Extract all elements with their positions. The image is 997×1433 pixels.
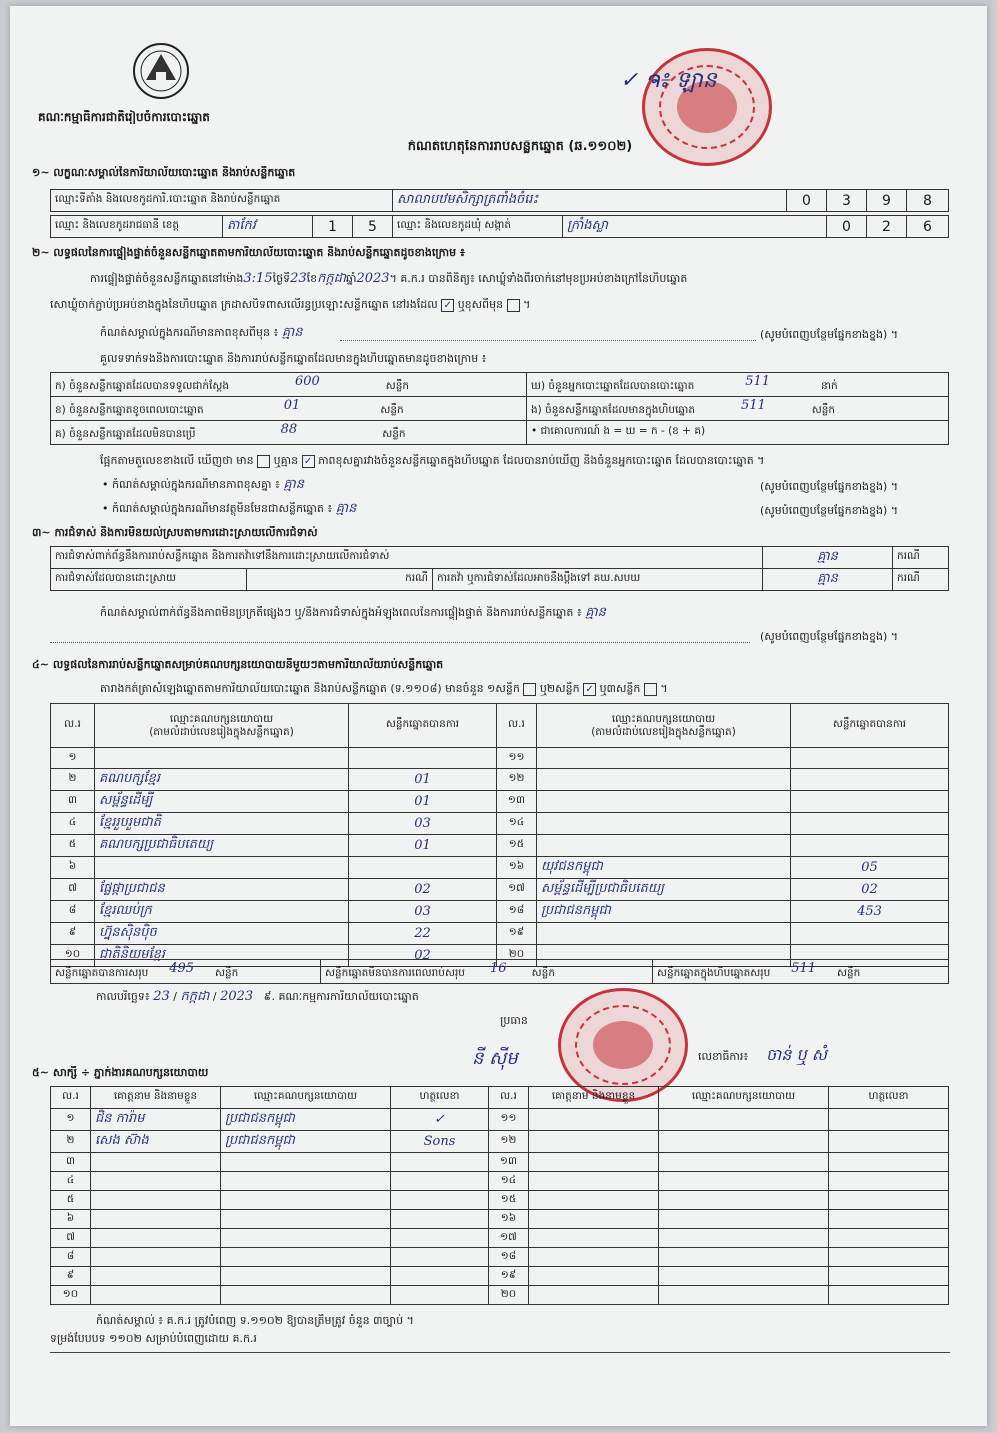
witness-name: ជិន ការ៉ាម <box>91 1109 221 1131</box>
one-sheet-checkbox[interactable] <box>523 683 536 696</box>
count-e: ង) ចំនួនសន្លឹកឆ្នោតដែលមានក្នុងហិបឆ្នោត 511 សន្លឹក <box>527 397 949 421</box>
unchanged-checkbox[interactable]: ✓ <box>441 299 454 312</box>
col-no: ល.រ <box>51 704 95 748</box>
note2-value: គ្មាន <box>283 478 304 492</box>
row-no: ២០ <box>497 945 537 967</box>
row-no: ១៦ <box>489 1210 529 1229</box>
fill-hint: (សូមបំពេញបន្ថែមផ្នែកខាងខ្នង) ។ <box>760 480 899 493</box>
fill-hint: (សូមបំពេញបន្ថែមផ្នែកខាងខ្នង) ។ <box>760 328 899 341</box>
witness-signature <box>829 1131 949 1153</box>
witness-name <box>529 1172 659 1191</box>
witness-name <box>91 1286 221 1305</box>
witness-signature <box>829 1210 949 1229</box>
row-no: ៨ <box>51 1248 91 1267</box>
section1-heading: ១~ លក្ខណៈសម្គាល់នៃការិយាល័យបោះឆ្នោត និងរាប់សន្លឹកឆ្នោត <box>32 166 296 179</box>
section5-heading: ៥~ សាក្សី ÷ ភ្នាក់ងារគណបក្សនយោបាយ <box>32 1066 209 1079</box>
date-month: កក្កដា <box>180 990 210 1004</box>
divider <box>340 340 756 341</box>
table-row <box>51 1131 949 1153</box>
province-label: ឈ្មោះ និងលេខកូដរាជធានី ខេត្ត <box>51 216 223 238</box>
section3-heading: ៣~ ការជំទាស់ និងការមិនយល់ស្របតាមការដោះស្រាយលើការជំទាស់ <box>32 526 318 539</box>
section4-intro: តារាងកត់ត្រាសំឡេងឆ្នោតតាមការិយាល័យបោះឆ្នោត និងរាប់សន្លឹកឆ្នោត (ទ.១១០៨) មានចំនួន ១សន្លឹក ឬ២សន្លឹក ✓ ឬ៣សន្លឹក ។ <box>100 682 668 695</box>
witness-party <box>221 1210 391 1229</box>
count-b: ខ) ចំនួនសន្លឹកឆ្នោតខូចពេលបោះឆ្នោត 01 សន្លឹក <box>51 397 527 421</box>
party-name: ខ្មែរឈប់ក្រ <box>95 901 349 923</box>
section3-note: កំណត់សម្គាល់ពាក់ព័ន្ធនឹងភាពមិនប្រក្រតីផ្សេងៗ ឬ/និងការជំទាស់ក្នុងអំឡុងពេលនៃការផ្ទៀងផ្ទាត់ និងការរាប់សន្លឹកឆ្នោត ៖ គ្មាន <box>100 606 606 620</box>
party-name <box>95 748 349 769</box>
table-row <box>51 1191 949 1210</box>
no-difference-checkbox[interactable]: ✓ <box>302 455 315 468</box>
witness-signature <box>829 1248 949 1267</box>
witness-name <box>529 1210 659 1229</box>
witness-name <box>529 1286 659 1305</box>
party-name <box>537 748 791 769</box>
row-no: ១៤ <box>489 1172 529 1191</box>
party-votes <box>791 923 949 945</box>
row-no: ៤ <box>51 813 95 835</box>
party-name: សម្ព័ន្ធដើម្បី <box>95 791 349 813</box>
table-row <box>51 1229 949 1248</box>
row-no: ១២ <box>489 1131 529 1153</box>
province-code-digit: 5 <box>353 216 393 238</box>
top-signature: ✓ ຈ៖ ឡាន <box>620 68 717 93</box>
party-name: ផ្លែផ្កាប្រជាជន <box>95 879 349 901</box>
date-year: 2023 <box>220 990 254 1004</box>
row-no: ១២ <box>497 769 537 791</box>
col-no: ល.រ <box>51 1087 91 1109</box>
witness-table <box>50 1086 949 1305</box>
check-time: 3:15 <box>243 272 273 286</box>
section2-paragraph1: ការផ្ទៀងផ្ទាត់ចំនួនសន្លឹកឆ្នោតនៅម៉ោង3:15ថ្ងៃទី23ខែកក្កដាឆ្នាំ2023។ គ.ក.រ បានពិនិត្យ៖ សោឃ្លុំទាំងពីរចាក់នៅមុខប្រអប់ខាងក្រៅនៃហិបឆ្នោត <box>90 272 688 286</box>
footnote: កំណត់សម្គាល់ ៖ គ.ក.រ ត្រូវបំពេញ ទ.១១០២ ឱ្យបានត្រឹមត្រូវ ចំនួន ៣ច្បាប់ ។ <box>96 1314 414 1327</box>
form-title: កំណត់ហេតុនៃការរាប់សន្លឹកឆ្នោត (ឆ.១១០២) <box>407 140 633 154</box>
two-sheet-checkbox[interactable]: ✓ <box>583 683 596 696</box>
row-no: ១៣ <box>489 1153 529 1172</box>
counts-table <box>50 372 949 445</box>
total-invalid: សន្លឹកឆ្នោតមិនបានការពេលរាប់សរុប 16 សន្លឹក <box>321 960 653 984</box>
table-row <box>51 791 949 813</box>
witness-signature <box>829 1191 949 1210</box>
witness-signature: ✓ <box>391 1109 489 1131</box>
footer-text: ទម្រង់បែបបទ ១១០២ សម្រាប់បំពេញដោយ គ.ក.រ <box>50 1332 257 1345</box>
party-votes: 22 <box>349 923 497 945</box>
case-unit: ករណី <box>247 569 433 591</box>
location-code-digit: 0 <box>787 190 827 212</box>
witness-name <box>91 1153 221 1172</box>
date-day: 23 <box>153 990 170 1004</box>
objection-row1-label: ការជំទាស់ពាក់ព័ន្ធនឹងការរាប់សន្លឹកឆ្នោត និងការតវ៉ាទៅនឹងការដោះស្រាយលើការជំទាស់ <box>51 547 763 569</box>
col-no: ល.រ <box>489 1087 529 1109</box>
row-no: ១៩ <box>489 1267 529 1286</box>
witness-name <box>529 1267 659 1286</box>
form-sheet <box>10 6 987 1426</box>
party-votes: 01 <box>349 835 497 857</box>
row-no: ១៨ <box>497 901 537 923</box>
party-votes <box>791 835 949 857</box>
commune-code-digit: 0 <box>827 216 867 238</box>
location-value: សាលាបឋមសិក្សាត្រពាំងចំរេះ <box>393 190 787 212</box>
commune-code-digit: 6 <box>907 216 949 238</box>
row-no: ២ <box>51 1131 91 1153</box>
row-no: ៦ <box>51 857 95 879</box>
col-party: ឈ្មោះគណបក្សនយោបាយ (តាមលំដាប់លេខរៀងក្នុងសន្លឹកឆ្នោត) <box>95 704 349 748</box>
fill-hint: (សូមបំពេញបន្ថែមផ្នែកខាងខ្នង) ។ <box>760 504 899 517</box>
note3-value: គ្មាន <box>335 502 357 516</box>
party-name: យុវជនកម្ពុជា <box>537 857 791 879</box>
witness-party <box>221 1191 391 1210</box>
col-signature: ហត្ថលេខា <box>391 1087 489 1109</box>
location-label: ឈ្មោះទីតាំង និងលេខកូដការិ.បោះឆ្នោត និងរាប់សន្លឹកឆ្នោត <box>51 190 393 212</box>
party-votes <box>791 748 949 769</box>
witness-signature <box>391 1153 489 1172</box>
row-no: ១៦ <box>497 857 537 879</box>
count-formula: • ជាគោលការណ៍ ង = ឃ = ក - (ខ + គ) <box>527 421 949 445</box>
witness-signature <box>829 1153 949 1172</box>
table-row <box>51 1210 949 1229</box>
witness-party <box>659 1131 829 1153</box>
party-name: គណបក្សប្រជាធិបតេយ្យ <box>95 835 349 857</box>
row-no: ៦ <box>51 1210 91 1229</box>
objections-table <box>50 546 949 591</box>
party-name: ហ្វ៊ុនស៊ិនប៉ិច <box>95 923 349 945</box>
row-no: ២ <box>51 769 95 791</box>
witness-party <box>659 1109 829 1131</box>
divider <box>50 642 750 643</box>
count-c: គ) ចំនួនសន្លឹកឆ្នោតដែលមិនបានប្រើ 88 សន្លឹក <box>51 421 527 445</box>
col-name: គោត្តនាម និងនាមខ្លួន <box>529 1087 659 1109</box>
witness-party <box>659 1248 829 1267</box>
col-party: ឈ្មោះគណបក្សនយោបាយ (តាមលំដាប់លេខរៀងក្នុងសន្លឹកឆ្នោត) <box>537 704 791 748</box>
witness-party <box>659 1210 829 1229</box>
row-no: ១ <box>51 748 95 769</box>
party-votes: 02 <box>791 879 949 901</box>
col-votes: សន្លឹកឆ្នោតបានការ <box>791 704 949 748</box>
witness-party: ប្រជាជនកម្ពុជា <box>221 1131 391 1153</box>
witness-party <box>659 1267 829 1286</box>
witness-party <box>221 1248 391 1267</box>
row-no: ៧ <box>51 1229 91 1248</box>
table-row <box>51 1267 949 1286</box>
objection-row2-value: គ្មាន <box>763 569 893 591</box>
witness-party <box>221 1153 391 1172</box>
witness-party <box>221 1172 391 1191</box>
witness-party <box>659 1229 829 1248</box>
witness-name <box>529 1153 659 1172</box>
case-unit: ករណី <box>893 547 949 569</box>
party-name <box>537 769 791 791</box>
party-votes <box>791 791 949 813</box>
case-unit: ករណី <box>893 569 949 591</box>
witness-signature <box>391 1229 489 1248</box>
witness-signature <box>829 1267 949 1286</box>
note1-value: គ្មាន <box>281 326 303 340</box>
section3-note-value: គ្មាន <box>585 606 606 620</box>
results-totals <box>50 959 949 984</box>
row-no: ៥ <box>51 835 95 857</box>
witness-signature <box>391 1191 489 1210</box>
witness-party <box>659 1153 829 1172</box>
table-row <box>51 1172 949 1191</box>
committee-label: ៩. គណៈកម្មការការិយាល័យបោះឆ្នោត <box>263 990 419 1003</box>
row-no: ១៥ <box>489 1191 529 1210</box>
table-row <box>51 1286 949 1305</box>
has-difference-checkbox[interactable] <box>257 455 270 468</box>
party-votes: 02 <box>349 945 497 967</box>
party-votes: 01 <box>349 791 497 813</box>
section1-table <box>50 189 949 212</box>
note1: កំណត់សម្គាល់ក្នុងករណីមានភាពខុសពីមុន ៖ គ្មាន <box>100 326 303 340</box>
location-code-digit: 8 <box>907 190 949 212</box>
objection-row2-mid: ការតវ៉ា ឬការជំទាស់ដែលអាចនឹងប្តឹងទៅ គឃ.សបឃ <box>433 569 763 591</box>
table-row <box>51 901 949 923</box>
note3: • កំណត់សម្គាល់ក្នុងករណីមានវត្ថុមិនមែនជាសន្លឹកឆ្នោត ៖ គ្មាន <box>102 502 357 516</box>
commune-value: ក្រាំងស្លា <box>563 216 827 238</box>
total-in-box: សន្លឹកឆ្នោតក្នុងហិបឆ្នោតសរុប 511 សន្លឹក <box>653 960 949 984</box>
table-row <box>51 748 949 769</box>
row-no: ១០ <box>51 945 95 967</box>
party-name <box>537 923 791 945</box>
party-name: ប្រជាជនកម្ពុជា <box>537 901 791 923</box>
table-row <box>51 1153 949 1172</box>
row-no: ១៧ <box>489 1229 529 1248</box>
witness-name <box>529 1109 659 1131</box>
row-no: ៣ <box>51 791 95 813</box>
witness-signature <box>391 1172 489 1191</box>
fill-hint: (សូមបំពេញបន្ថែមផ្នែកខាងខ្នង) ។ <box>760 630 899 643</box>
table-row <box>51 923 949 945</box>
col-party: ឈ្មោះគណបក្សនយោបាយ <box>659 1087 829 1109</box>
party-name <box>537 791 791 813</box>
nec-name: គណៈកម្មាធិការជាតិរៀបចំការបោះឆ្នោត <box>38 110 210 124</box>
witness-signature <box>829 1109 949 1131</box>
witness-signature <box>391 1248 489 1267</box>
row-no: ១១ <box>497 748 537 769</box>
party-votes: 02 <box>349 879 497 901</box>
objection-row1-value: គ្មាន <box>763 547 893 569</box>
difference-line: ផ្អែកតាមតួលេខខាងលើ ឃើញថា មាន ឬគ្មាន ✓ ភាពខុសគ្នារវាងចំនួនសន្លឹកឆ្នោតក្នុងហិបឆ្នោត ដែលបានរាប់ឃើញ និងចំនួនអ្នកបោះឆ្នោត ដែលបានបោះឆ្នោត ។ <box>100 454 765 467</box>
witness-signature: Sons <box>391 1131 489 1153</box>
witness-signature <box>829 1286 949 1305</box>
official-seal-bottom <box>558 988 688 1102</box>
col-name: គោត្តនាម និងនាមខ្លួន <box>91 1087 221 1109</box>
table-row <box>51 1248 949 1267</box>
witness-name <box>529 1131 659 1153</box>
witness-signature <box>391 1210 489 1229</box>
row-no: ១៨ <box>489 1248 529 1267</box>
row-no: ៧ <box>51 879 95 901</box>
col-signature: ហត្ថលេខា <box>829 1087 949 1109</box>
secretary-signature: ចាន់ ឬ សំ <box>766 1045 827 1064</box>
witness-signature <box>391 1286 489 1305</box>
party-name: ជាតិនិយមខ្មែរ <box>95 945 349 967</box>
witness-name <box>529 1248 659 1267</box>
row-no: ១៣ <box>497 791 537 813</box>
location-code-digit: 9 <box>867 190 907 212</box>
table-row <box>51 769 949 791</box>
chair-label: ប្រធាន <box>500 1014 528 1027</box>
row-no: ៣ <box>51 1153 91 1172</box>
changed-checkbox[interactable] <box>507 299 520 312</box>
three-sheet-checkbox[interactable] <box>644 683 657 696</box>
results-table <box>50 703 949 967</box>
table-row <box>51 857 949 879</box>
row-no: ១៩ <box>497 923 537 945</box>
province-code-digit: 1 <box>313 216 353 238</box>
row-no: ១ <box>51 1109 91 1131</box>
section2-paragraph3: គួលទទាក់ទងនិងការបោះឆ្នោត និងការរាប់សន្លឹកឆ្នោតដែលមានក្នុងហិបឆ្នោតមានដូចខាងក្រោម ៖ <box>100 352 487 365</box>
secretary-label: លេខាធិការ៖ <box>698 1050 749 1063</box>
witness-name <box>91 1229 221 1248</box>
row-no: ៩ <box>51 923 95 945</box>
witness-signature <box>391 1267 489 1286</box>
party-votes: 03 <box>349 813 497 835</box>
witness-party <box>659 1191 829 1210</box>
check-month: កក្កដា <box>317 272 346 286</box>
party-votes <box>791 813 949 835</box>
commune-code-digit: 2 <box>867 216 907 238</box>
party-name: គណបក្សខ្មែរ <box>95 769 349 791</box>
check-day: 23 <box>290 272 307 286</box>
party-votes <box>349 748 497 769</box>
party-name <box>537 813 791 835</box>
row-no: ១៤ <box>497 813 537 835</box>
note2: • កំណត់សម្គាល់ក្នុងករណីមានភាពខុសគ្នា ៖ គ្មាន <box>102 478 304 492</box>
count-a: ក) ចំនួនសន្លឹកឆ្នោតដែលបានទទួលជាក់ស្តែង 600 សន្លឹក <box>51 373 527 397</box>
party-votes <box>349 857 497 879</box>
witness-name <box>91 1248 221 1267</box>
witness-name <box>529 1229 659 1248</box>
party-votes <box>791 769 949 791</box>
witness-party: ប្រជាជនកម្ពុជា <box>221 1109 391 1131</box>
table-row <box>51 879 949 901</box>
party-votes: 05 <box>791 857 949 879</box>
row-no: ៥ <box>51 1191 91 1210</box>
party-name: សម្ព័ន្ធដើម្បីប្រជាធិបតេយ្យ <box>537 879 791 901</box>
chair-signature: នី ស៊ីម <box>472 1048 518 1069</box>
footer-divider <box>50 1352 950 1353</box>
row-no: ៤ <box>51 1172 91 1191</box>
row-no: ៨ <box>51 901 95 923</box>
table-row <box>51 1109 949 1131</box>
col-votes: សន្លឹកឆ្នោតបានការ <box>349 704 497 748</box>
witness-signature <box>829 1172 949 1191</box>
party-votes: 453 <box>791 901 949 923</box>
witness-party <box>221 1267 391 1286</box>
table-row <box>51 835 949 857</box>
col-no: ល.រ <box>497 704 537 748</box>
party-name <box>537 835 791 857</box>
section2-heading: ២~ លទ្ធផលនៃការផ្ទៀងផ្ទាត់ចំនួនសន្លឹកឆ្នោតតាមការិយាល័យបោះឆ្នោត និងរាប់សន្លឹកឆ្នោតដូចខាងក្រោម ៖ <box>32 246 465 259</box>
witness-name <box>91 1172 221 1191</box>
witness-name <box>529 1191 659 1210</box>
commune-label: ឈ្មោះ និងលេខកូដឃុំ សង្កាត់ <box>393 216 563 238</box>
party-votes: 01 <box>349 769 497 791</box>
party-name <box>95 857 349 879</box>
total-valid: សន្លឹកឆ្នោតបានការសរុប 495 សន្លឹក <box>51 960 321 984</box>
row-no: ១៧ <box>497 879 537 901</box>
witness-party <box>659 1172 829 1191</box>
col-party: ឈ្មោះគណបក្សនយោបាយ <box>221 1087 391 1109</box>
witness-name <box>91 1191 221 1210</box>
row-no: ១១ <box>489 1109 529 1131</box>
witness-party <box>659 1286 829 1305</box>
witness-party <box>221 1229 391 1248</box>
witness-party <box>221 1286 391 1305</box>
row-no: ៩ <box>51 1267 91 1286</box>
row-no: ១០ <box>51 1286 91 1305</box>
check-year: 2023 <box>356 272 390 286</box>
row-no: ២០ <box>489 1286 529 1305</box>
party-name: ខ្មែររួបរួមជាតិ <box>95 813 349 835</box>
count-d: ឃ) ចំនួនអ្នកបោះឆ្នោតដែលបានបោះឆ្នោត 511 នាក់ <box>527 373 949 397</box>
section2-paragraph2: សោឃ្លុំចាក់ភ្ជាប់ប្រអប់ខាងក្នុងនៃហិបឆ្នោត ក្រដាសបិទពាសលើរន្ធប្រឡោះសន្លឹកឆ្នោត នៅរងដែល ✓ ឬខុសពីមុន ។ <box>50 298 531 311</box>
objection-row2-label: ការជំទាស់ដែលបានដោះស្រាយ <box>51 569 247 591</box>
province-value: តាកែវ <box>223 216 313 238</box>
nec-emblem <box>132 42 190 100</box>
section1-table-row2 <box>50 215 949 238</box>
witness-name <box>91 1210 221 1229</box>
date-line: កាលបរិច្ឆេទ៖ 23 / កក្កដា / 2023 ៩. គណៈកម្មការការិយាល័យបោះឆ្នោត <box>96 990 419 1004</box>
witness-name: សេង ស៊ាង <box>91 1131 221 1153</box>
table-row <box>51 813 949 835</box>
section4-heading: ៤~ លទ្ធផលនៃការរាប់សន្លឹកឆ្នោតសម្រាប់គណបក្សនយោបាយនីមួយៗតាមការិយាល័យរាប់សន្លឹកឆ្នោត <box>32 658 444 671</box>
location-code-digit: 3 <box>827 190 867 212</box>
party-votes: 03 <box>349 901 497 923</box>
witness-signature <box>829 1229 949 1248</box>
witness-name <box>91 1267 221 1286</box>
row-no: ១៥ <box>497 835 537 857</box>
